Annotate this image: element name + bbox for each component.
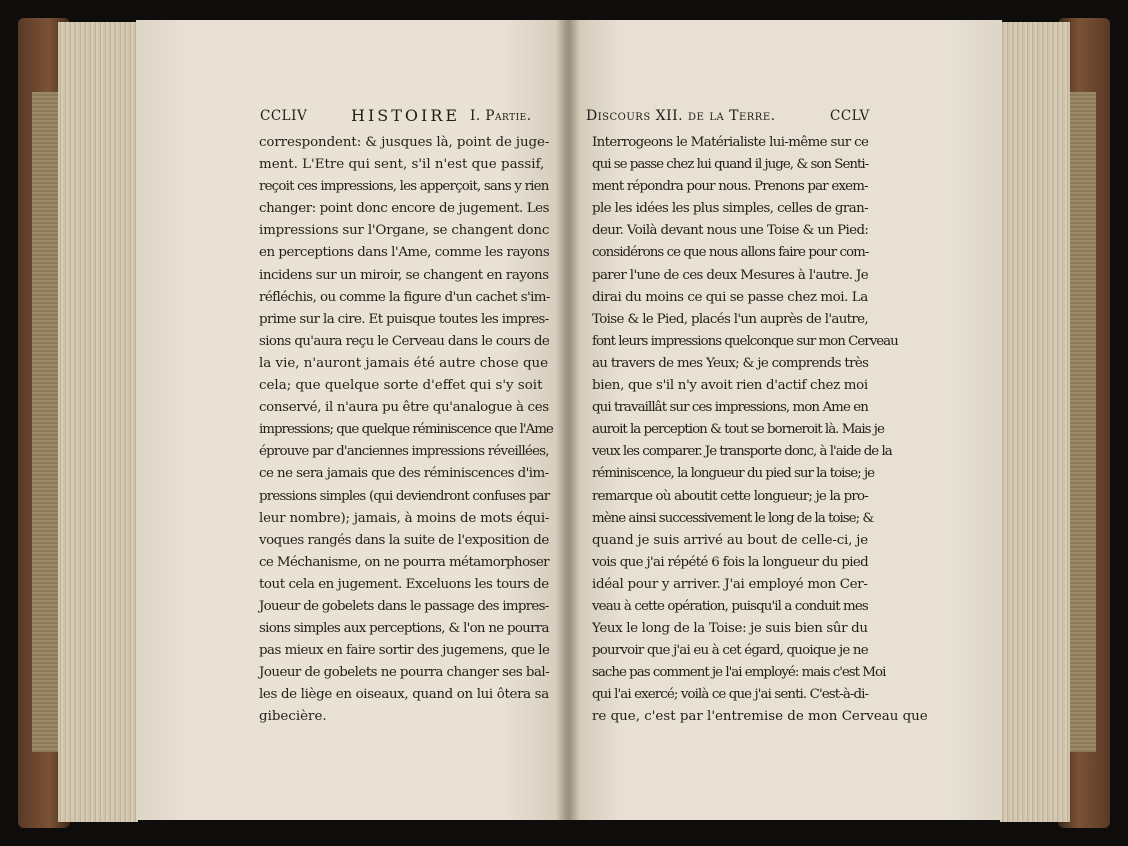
- text-line: font leurs impressions quelconque sur mon Cerveau: [592, 333, 898, 349]
- text-line: correspondent: & jusques là, point de juge-: [259, 135, 550, 150]
- text-line: ment. L'Etre qui sent, s'il n'est que passif,: [259, 157, 545, 173]
- left-page: [136, 20, 568, 820]
- right-page: [568, 20, 1002, 820]
- text-line: considérons ce que nous allons faire pour com-: [592, 245, 869, 261]
- text-line: impressions sur l'Organe, se changent donc: [259, 223, 550, 239]
- text-line: veau à cette opération, puisqu'il a conduit mes: [592, 598, 868, 614]
- text-line: voques rangés dans la suite de l'exposition de: [259, 532, 549, 548]
- text-line: leur nombre); jamais, à moins de mots équi-: [259, 510, 550, 526]
- text-line: les de liège en oiseaux, quand on lui ôtera sa: [259, 687, 549, 703]
- text-line: bien, que s'il n'y avoit rien d'actif chez moi: [592, 378, 868, 394]
- text-line: remarque où aboutit cette longueur; je la pro-: [592, 488, 868, 504]
- text-line: mène ainsi successivement le long de la toise; &: [592, 510, 874, 526]
- text-line: ce Méchanisme, on ne pourra métamorphoser: [259, 554, 549, 570]
- text-line: dirai du moins ce qui se passe chez moi. La: [592, 289, 868, 305]
- text-line: changer: point donc encore de jugement. Les: [259, 201, 550, 217]
- text-line: quand je suis arrivé au bout de celle-ci, je: [592, 532, 869, 548]
- text-line: la vie, n'auront jamais été autre chose que: [259, 355, 549, 371]
- text-line: auroit la perception & tout se borneroit là. Mais je: [592, 422, 884, 438]
- text-line: éprouve par d'anciennes impressions réveillées,: [259, 444, 549, 460]
- right-body-text: [592, 132, 928, 729]
- text-line: qui se passe chez lui quand il juge, & son Senti-: [592, 157, 869, 173]
- text-line: sions simples aux perceptions, & l'on ne pourra: [259, 621, 549, 637]
- text-line: gibecière.: [259, 709, 327, 725]
- text-line: Joueur de gobelets dans le passage des impres-: [259, 598, 549, 614]
- text-line: veux les comparer. Je transporte donc, à l'aide de la: [592, 444, 892, 460]
- left-running-title: HISTOIRE: [351, 106, 461, 125]
- text-line: cela; que quelque sorte d'effet qui s'y soit: [259, 378, 543, 394]
- text-line: qui l'ai exercé; voilà ce que j'ai senti. C'est-à-di-: [592, 687, 869, 703]
- text-line: parer l'une de ces deux Mesures à l'autre. Je: [592, 267, 869, 283]
- text-line: reçoit ces impressions, les apperçoit, sans y rien: [259, 179, 549, 195]
- text-line: idéal pour y arriver. J'ai employé mon Cer-: [592, 576, 868, 592]
- text-line: réminiscence, la longueur du pied sur la toise; je: [592, 466, 875, 482]
- left-page-stack: [58, 22, 138, 822]
- right-folio: CCLV: [830, 108, 870, 124]
- text-line: impressions; que quelque réminiscence que l'Ame: [259, 422, 553, 438]
- text-line: sache pas comment je l'ai employé: mais c'est Moi: [592, 665, 886, 681]
- text-line: incidens sur un miroir, se changent en rayons: [259, 267, 549, 283]
- text-line: Toise & le Pied, placés l'un auprès de l'autre,: [592, 311, 869, 327]
- left-folio: CCLIV: [260, 108, 308, 124]
- text-line: deur. Voilà devant nous une Toise & un Pied:: [592, 223, 869, 239]
- left-body-text: [259, 132, 553, 729]
- text-line: re que, c'est par l'entremise de mon Cerveau que: [592, 709, 928, 725]
- right-cover-edge: [1068, 92, 1096, 752]
- text-line: tout cela en jugement. Exceluons les tours de: [259, 576, 549, 592]
- text-line: ment répondra pour nous. Prenons par exem-: [592, 179, 868, 195]
- left-cover-edge: [32, 92, 58, 752]
- text-line: conservé, il n'aura pu être qu'analogue à ces: [259, 400, 549, 416]
- text-line: en perceptions dans l'Ame, comme les rayons: [259, 245, 550, 261]
- text-line: Interrogeons le Matérialiste lui-même sur ce: [592, 135, 869, 150]
- text-line: sions qu'aura reçu le Cerveau dans le cours de: [259, 333, 550, 349]
- text-line: pas mieux en faire sortir des jugemens, que le: [259, 643, 550, 659]
- right-running-title: Discours XII. de la Terre.: [586, 108, 776, 124]
- book-gutter: [556, 20, 580, 820]
- text-line: au travers de mes Yeux; & je comprends très: [592, 355, 869, 371]
- right-page-stack: [1000, 22, 1070, 822]
- text-line: pressions simples (qui deviendront confuses par: [259, 488, 550, 504]
- text-line: pourvoir que j'ai eu à cet égard, quoique je ne: [592, 643, 868, 659]
- text-line: Yeux le long de la Toise: je suis bien sûr du: [592, 621, 868, 637]
- text-line: ce ne sera jamais que des réminiscences d'im-: [259, 466, 549, 482]
- text-line: Joueur de gobelets ne pourra changer ses bal-: [259, 665, 550, 681]
- text-line: vois que j'ai répété 6 fois la longueur du pied: [592, 554, 869, 570]
- text-line: réfléchis, ou comme la figure d'un cachet s'im-: [259, 289, 550, 305]
- text-line: ple les idées les plus simples, celles de gran-: [592, 201, 869, 217]
- left-part-label: I. Partie.: [470, 108, 532, 124]
- text-line: qui travaillât sur ces impressions, mon Ame en: [592, 400, 868, 416]
- text-line: prime sur la cire. Et puisque toutes les impres-: [259, 311, 549, 327]
